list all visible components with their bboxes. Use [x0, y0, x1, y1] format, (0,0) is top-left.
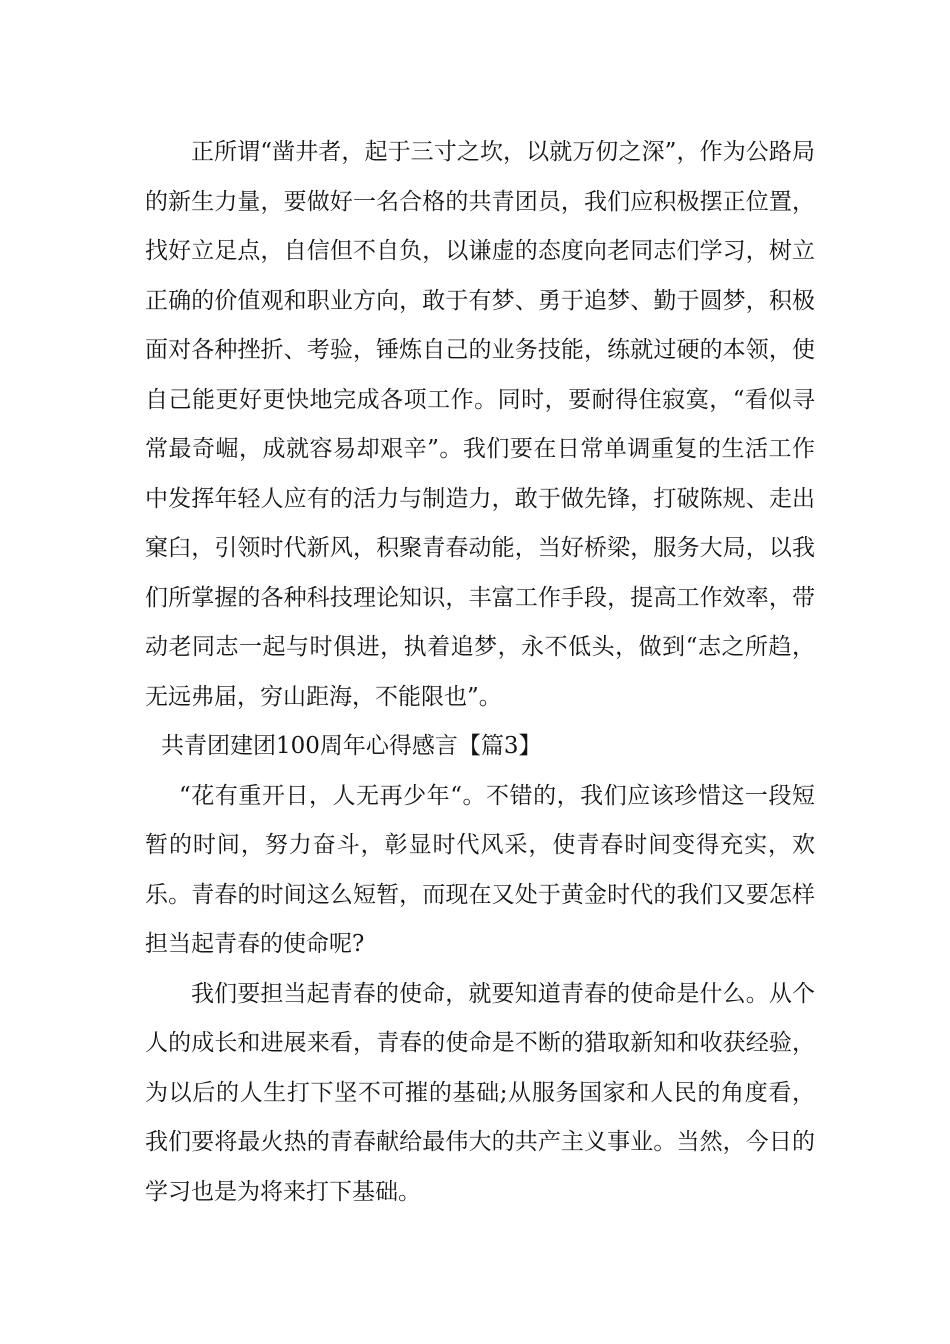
body-paragraph: 我们要担当起青春的使命，就要知道青春的使命是什么。从个人的成长和进展来看，青春的使命是不断的猎取新知和收获经验，为以后的人生打下坚不可摧的基础;从服务国家和人民的角度看，我们要将最火热的青春献给最伟大的共产主义事业。当然，今日的学习也是为将来打下基础。 [145, 980, 815, 1205]
document-body [145, 128, 815, 1217]
section-heading: 共青团建团100周年心得感言【篇3】 [161, 733, 542, 759]
body-paragraph: 正所谓“凿井者，起于三寸之坎，以就万仞之深”，作为公路局的新生力量，要做好一名合格的共青团员，我们应积极摆正位置，找好立足点，自信但不自负，以谦虚的态度向老同志们学习，树立正确的价值观和职业方向，敢于有梦、勇于追梦、勤于圆梦，积极面对各种挫折、考验，锤炼自己的业务技能，练就过硬的本领，使自己能更好更快地完成各项工作。同时，要耐得住寂寞，“看似寻常最奇崛，成就容易却艰辛”。我们要在日常单调重复的生活工作中发挥年轻人应有的活力与制造力，敢于做先锋，打破陈规、走出窠臼，引领时代新风，积聚青春动能，当好桥梁，服务大局，以我们所掌握的各种科技理论知识，丰富工作手段，提高工作效率，带动老同志一起与时俱进，执着追梦，永不低头，做到“志之所趋，无远弗届，穷山距海，不能限也”。 [145, 139, 815, 710]
body-paragraph: “花有重开日，人无再少年“。不错的，我们应该珍惜这一段短暂的时间，努力奋斗，彰显时代风采，使青春时间变得充实，欢乐。青春的时间这么短暂，而现在又处于黄金时代的我们又要怎样担当起青春的使命呢? [145, 782, 815, 957]
